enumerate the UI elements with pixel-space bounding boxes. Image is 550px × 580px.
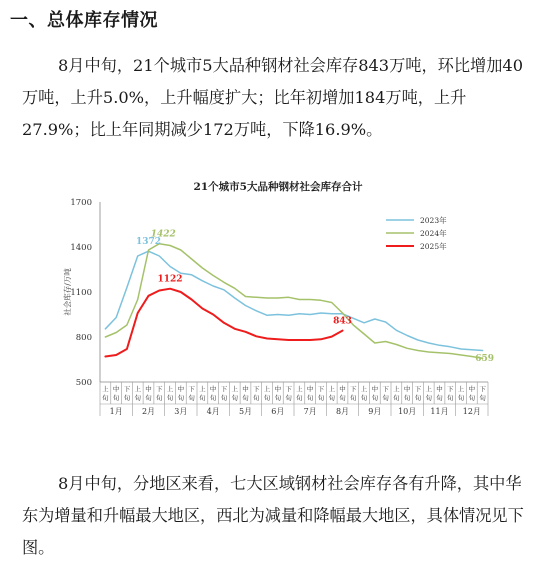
x-tick-label-top: 下 bbox=[123, 385, 131, 393]
y-tick-label: 1700 bbox=[70, 198, 92, 208]
x-tick-label-top: 中 bbox=[112, 385, 120, 393]
x-tick-label-bottom: 旬 bbox=[123, 394, 131, 402]
x-tick-label-top: 上 bbox=[231, 385, 238, 393]
data-label: 1422 bbox=[150, 229, 176, 240]
x-tick-label-top: 中 bbox=[177, 385, 185, 393]
x-tick-label-bottom: 旬 bbox=[479, 394, 486, 402]
x-tick-label-top: 下 bbox=[220, 385, 228, 393]
x-tick-label-top: 下 bbox=[447, 385, 454, 393]
month-label: 11月 bbox=[430, 407, 449, 416]
x-tick-label-bottom: 旬 bbox=[177, 394, 185, 402]
x-tick-label-top: 上 bbox=[102, 385, 109, 393]
x-tick-label-bottom: 旬 bbox=[382, 394, 389, 402]
x-tick-label-bottom: 旬 bbox=[285, 394, 292, 402]
x-tick-label-top: 下 bbox=[285, 385, 292, 393]
x-tick-label-bottom: 旬 bbox=[371, 394, 379, 402]
legend-label: 2025年 bbox=[420, 242, 447, 251]
x-tick-label-bottom: 旬 bbox=[166, 394, 174, 402]
x-tick-label-bottom: 旬 bbox=[188, 394, 195, 402]
x-tick-label-top: 中 bbox=[145, 385, 152, 393]
x-tick-label-bottom: 旬 bbox=[328, 394, 335, 402]
data-label: 1372 bbox=[135, 237, 162, 248]
x-tick-label-bottom: 旬 bbox=[253, 394, 260, 402]
month-label: 3月 bbox=[174, 407, 188, 416]
x-tick-label-top: 上 bbox=[328, 385, 335, 393]
x-tick-label-bottom: 旬 bbox=[306, 394, 314, 402]
x-tick-label-bottom: 旬 bbox=[263, 394, 271, 402]
x-tick-label-bottom: 旬 bbox=[274, 394, 282, 402]
month-label: 7月 bbox=[303, 407, 317, 416]
x-tick-label-top: 上 bbox=[296, 385, 303, 393]
data-label: 1122 bbox=[157, 274, 183, 285]
x-tick-label-top: 中 bbox=[339, 385, 346, 393]
y-tick-label: 800 bbox=[75, 333, 92, 343]
x-tick-label-top: 中 bbox=[371, 385, 379, 393]
x-tick-label-bottom: 旬 bbox=[436, 394, 443, 402]
x-tick-label-bottom: 旬 bbox=[457, 394, 465, 402]
x-tick-label-top: 下 bbox=[253, 385, 260, 393]
x-tick-label-top: 上 bbox=[457, 385, 465, 393]
month-label: 5月 bbox=[238, 407, 253, 416]
x-tick-label-top: 上 bbox=[134, 385, 141, 393]
x-tick-label-top: 下 bbox=[350, 385, 357, 393]
x-tick-label-top: 中 bbox=[403, 385, 411, 393]
x-tick-label-bottom: 旬 bbox=[199, 394, 206, 402]
x-tick-label-bottom: 旬 bbox=[231, 394, 238, 402]
month-label: 12月 bbox=[462, 407, 481, 416]
x-tick-label-top: 下 bbox=[188, 385, 195, 393]
x-tick-label-bottom: 旬 bbox=[242, 394, 249, 402]
chart-title: 21个城市5大品种钢材社会库存合计 bbox=[193, 181, 363, 193]
x-tick-label-bottom: 旬 bbox=[447, 394, 454, 402]
y-axis-label: 社会库存/万吨 bbox=[63, 268, 72, 316]
x-tick-label-top: 上 bbox=[166, 385, 174, 393]
legend-label: 2024年 bbox=[420, 229, 447, 238]
legend-label: 2023年 bbox=[420, 216, 447, 225]
y-tick-label: 1100 bbox=[70, 288, 92, 298]
x-tick-label-bottom: 旬 bbox=[350, 394, 357, 402]
x-tick-label-top: 中 bbox=[436, 385, 443, 393]
month-label: 2月 bbox=[141, 407, 156, 416]
summary-paragraph: 8月中旬，21个城市5大品种钢材社会库存843万吨，环比增加40万吨，上升5.0%，上升幅度扩大；比年初增加184万吨，上升27.9%；比上年同期减少172万吨，下降16.9%。 bbox=[22, 56, 524, 139]
month-label: 6月 bbox=[271, 407, 285, 416]
inventory-chart bbox=[56, 172, 500, 420]
x-tick-label-bottom: 旬 bbox=[425, 394, 432, 402]
month-label: 9月 bbox=[368, 407, 382, 416]
chart-svg bbox=[56, 172, 500, 420]
x-tick-label-top: 上 bbox=[393, 385, 400, 393]
x-tick-label-top: 上 bbox=[360, 385, 368, 393]
x-tick-label-top: 下 bbox=[156, 385, 163, 393]
data-label: 659 bbox=[475, 354, 495, 365]
x-tick-label-top: 下 bbox=[414, 385, 422, 393]
x-tick-label-bottom: 旬 bbox=[468, 394, 476, 402]
x-tick-label-bottom: 旬 bbox=[393, 394, 400, 402]
y-axis bbox=[62, 198, 100, 388]
x-tick-label-top: 中 bbox=[242, 385, 249, 393]
x-tick-label-bottom: 旬 bbox=[209, 394, 217, 402]
x-axis bbox=[100, 382, 488, 416]
x-tick-label-bottom: 旬 bbox=[296, 394, 303, 402]
x-tick-label-top: 中 bbox=[468, 385, 476, 393]
y-tick-label: 500 bbox=[75, 378, 92, 388]
y-tick-label: 1400 bbox=[70, 243, 92, 253]
x-tick-label-bottom: 旬 bbox=[156, 394, 163, 402]
x-tick-label-bottom: 旬 bbox=[102, 394, 109, 402]
series-line-2024年 bbox=[105, 244, 482, 359]
x-tick-label-bottom: 旬 bbox=[339, 394, 346, 402]
x-tick-label-top: 中 bbox=[209, 385, 217, 393]
x-tick-label-top: 下 bbox=[479, 385, 486, 393]
x-tick-label-bottom: 旬 bbox=[414, 394, 422, 402]
x-tick-label-top: 上 bbox=[199, 385, 206, 393]
month-label: 4月 bbox=[206, 407, 220, 416]
x-tick-label-bottom: 旬 bbox=[134, 394, 141, 402]
x-tick-label-bottom: 旬 bbox=[220, 394, 228, 402]
x-tick-label-top: 下 bbox=[382, 385, 389, 393]
data-label: 843 bbox=[333, 316, 352, 327]
month-label: 8月 bbox=[335, 407, 350, 416]
chart-legend bbox=[386, 215, 447, 251]
x-tick-label-top: 上 bbox=[425, 385, 432, 393]
month-label: 1月 bbox=[109, 407, 123, 416]
x-tick-label-bottom: 旬 bbox=[360, 394, 368, 402]
x-tick-label-top: 上 bbox=[263, 385, 271, 393]
series-line-2023年 bbox=[105, 251, 482, 350]
x-tick-label-bottom: 旬 bbox=[112, 394, 120, 402]
x-tick-label-bottom: 旬 bbox=[403, 394, 411, 402]
x-tick-label-bottom: 旬 bbox=[145, 394, 152, 402]
region-paragraph: 8月中旬，分地区来看，七大区域钢材社会库存各有升降，其中华东为增量和升幅最大地区，西北为减量和降幅最大地区，具体情况见下图。 bbox=[22, 474, 524, 557]
month-label: 10月 bbox=[398, 407, 417, 416]
x-tick-label-top: 下 bbox=[317, 385, 325, 393]
section-heading: 一、总体库存情况 bbox=[10, 10, 158, 31]
series-lines bbox=[105, 244, 482, 359]
x-tick-label-top: 中 bbox=[306, 385, 314, 393]
x-tick-label-top: 中 bbox=[274, 385, 282, 393]
x-tick-label-bottom: 旬 bbox=[317, 394, 325, 402]
